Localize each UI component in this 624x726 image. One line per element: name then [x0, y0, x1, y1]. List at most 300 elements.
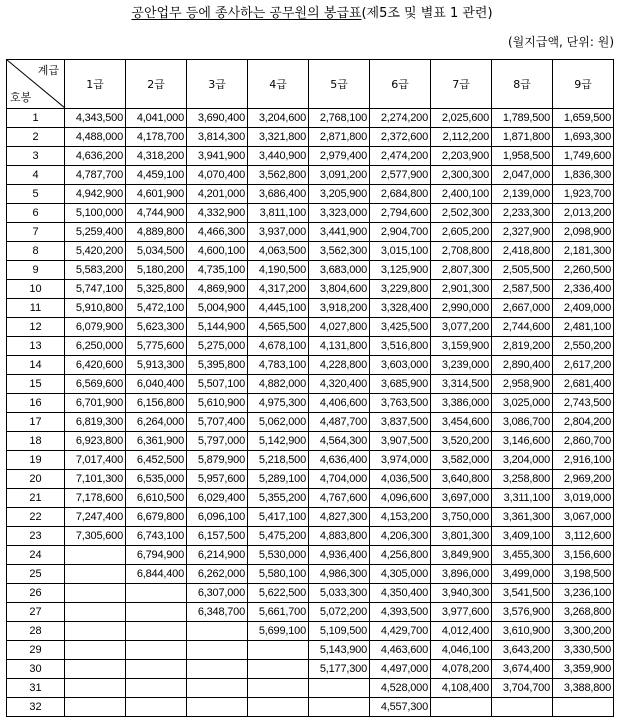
pay-cell: 1,871,800 — [492, 128, 553, 147]
table-row — [7, 166, 614, 185]
pay-cell: 3,229,800 — [370, 280, 431, 299]
table-row — [7, 128, 614, 147]
pay-cell: 4,228,800 — [309, 356, 370, 375]
pay-cell: 6,361,900 — [126, 432, 187, 451]
pay-cell: 4,027,800 — [309, 318, 370, 337]
pay-cell: 3,425,500 — [370, 318, 431, 337]
pay-cell — [553, 698, 614, 717]
pay-cell: 2,904,700 — [370, 223, 431, 242]
pay-cell: 5,033,300 — [309, 584, 370, 603]
pay-cell: 1,789,500 — [492, 109, 553, 128]
pay-cell — [126, 679, 187, 698]
table-row — [7, 527, 614, 546]
pay-cell: 4,036,500 — [370, 470, 431, 489]
pay-cell: 5,144,900 — [187, 318, 248, 337]
title-suffix: (제5조 및 별표 1 관련) — [361, 6, 493, 21]
pay-cell: 6,307,000 — [187, 584, 248, 603]
pay-cell: 4,406,600 — [309, 394, 370, 413]
grade-header-5: 5급 — [309, 60, 370, 109]
title-text: 공안업무 등에 종사하는 공무원의 봉급표 — [131, 6, 362, 21]
pay-cell: 4,256,800 — [370, 546, 431, 565]
step-cell: 11 — [7, 299, 65, 318]
pay-cell: 7,101,300 — [65, 470, 126, 489]
pay-cell: 1,958,500 — [492, 147, 553, 166]
pay-cell: 5,259,400 — [65, 223, 126, 242]
pay-cell: 3,918,200 — [309, 299, 370, 318]
pay-cell: 2,203,900 — [431, 147, 492, 166]
pay-cell: 3,576,900 — [492, 603, 553, 622]
table-row — [7, 546, 614, 565]
step-cell: 23 — [7, 527, 65, 546]
pay-cell: 3,907,500 — [370, 432, 431, 451]
pay-cell: 2,807,300 — [431, 261, 492, 280]
step-cell: 14 — [7, 356, 65, 375]
pay-cell: 3,610,900 — [492, 622, 553, 641]
pay-cell: 5,325,800 — [126, 280, 187, 299]
step-cell: 19 — [7, 451, 65, 470]
pay-cell — [492, 698, 553, 717]
pay-cell: 2,871,800 — [309, 128, 370, 147]
pay-cell: 4,459,100 — [126, 166, 187, 185]
pay-cell: 2,474,200 — [370, 147, 431, 166]
pay-cell: 3,837,500 — [370, 413, 431, 432]
pay-cell: 3,258,800 — [492, 470, 553, 489]
pay-cell: 4,986,300 — [309, 565, 370, 584]
table-row — [7, 584, 614, 603]
pay-cell: 5,034,500 — [126, 242, 187, 261]
pay-cell: 4,528,000 — [370, 679, 431, 698]
table-row — [7, 109, 614, 128]
pay-cell: 2,819,200 — [492, 337, 553, 356]
document-title — [0, 5, 624, 23]
pay-cell: 3,697,000 — [431, 489, 492, 508]
pay-cell: 5,062,000 — [248, 413, 309, 432]
table-row — [7, 280, 614, 299]
pay-cell: 4,601,900 — [126, 185, 187, 204]
step-cell: 2 — [7, 128, 65, 147]
pay-cell: 4,783,100 — [248, 356, 309, 375]
pay-cell: 4,429,700 — [370, 622, 431, 641]
pay-cell: 3,811,100 — [248, 204, 309, 223]
pay-cell: 3,361,300 — [492, 508, 553, 527]
pay-cell: 2,409,000 — [553, 299, 614, 318]
pay-cell: 4,942,900 — [65, 185, 126, 204]
pay-cell: 3,019,000 — [553, 489, 614, 508]
pay-cell: 3,801,300 — [431, 527, 492, 546]
pay-cell: 6,157,500 — [187, 527, 248, 546]
pay-cell: 5,775,600 — [126, 337, 187, 356]
pay-cell: 5,797,000 — [187, 432, 248, 451]
pay-cell: 3,603,000 — [370, 356, 431, 375]
pay-cell: 6,923,800 — [65, 432, 126, 451]
table-row — [7, 375, 614, 394]
pay-cell: 4,487,700 — [309, 413, 370, 432]
step-cell: 24 — [7, 546, 65, 565]
pay-cell: 3,562,300 — [309, 242, 370, 261]
pay-cell: 3,896,000 — [431, 565, 492, 584]
step-cell: 22 — [7, 508, 65, 527]
pay-cell: 2,587,500 — [492, 280, 553, 299]
pay-cell: 4,565,500 — [248, 318, 309, 337]
pay-cell: 5,417,100 — [248, 508, 309, 527]
pay-cell: 6,029,400 — [187, 489, 248, 508]
step-cell: 13 — [7, 337, 65, 356]
step-cell: 10 — [7, 280, 65, 299]
pay-cell: 6,819,300 — [65, 413, 126, 432]
pay-cell — [126, 584, 187, 603]
pay-cell: 4,012,400 — [431, 622, 492, 641]
pay-cell: 7,178,600 — [65, 489, 126, 508]
corner-step-label: 호봉 — [10, 91, 32, 104]
pay-cell: 7,017,400 — [65, 451, 126, 470]
grade-header-6: 6급 — [370, 60, 431, 109]
step-cell: 9 — [7, 261, 65, 280]
pay-cell — [309, 698, 370, 717]
pay-cell: 3,198,500 — [553, 565, 614, 584]
pay-cell: 3,112,600 — [553, 527, 614, 546]
pay-cell: 3,330,500 — [553, 641, 614, 660]
pay-cell: 6,535,000 — [126, 470, 187, 489]
pay-cell — [126, 603, 187, 622]
table-row — [7, 508, 614, 527]
table-row — [7, 622, 614, 641]
pay-cell: 4,063,500 — [248, 242, 309, 261]
step-cell: 16 — [7, 394, 65, 413]
pay-cell: 2,794,600 — [370, 204, 431, 223]
step-cell: 3 — [7, 147, 65, 166]
pay-cell: 2,047,000 — [492, 166, 553, 185]
table-row — [7, 641, 614, 660]
pay-cell: 3,977,600 — [431, 603, 492, 622]
step-cell: 27 — [7, 603, 65, 622]
pay-cell — [126, 641, 187, 660]
pay-cell — [65, 660, 126, 679]
pay-cell: 4,096,600 — [370, 489, 431, 508]
pay-cell — [248, 698, 309, 717]
step-cell: 6 — [7, 204, 65, 223]
pay-cell — [65, 565, 126, 584]
pay-cell: 3,937,000 — [248, 223, 309, 242]
pay-cell: 7,247,400 — [65, 508, 126, 527]
table-row — [7, 679, 614, 698]
pay-cell: 2,505,500 — [492, 261, 553, 280]
pay-cell: 5,420,200 — [65, 242, 126, 261]
pay-cell: 1,693,300 — [553, 128, 614, 147]
pay-cell: 3,683,000 — [309, 261, 370, 280]
pay-cell: 3,328,400 — [370, 299, 431, 318]
grade-header-3: 3급 — [187, 60, 248, 109]
pay-cell: 2,684,800 — [370, 185, 431, 204]
pay-cell: 3,520,200 — [431, 432, 492, 451]
pay-cell: 4,318,200 — [126, 147, 187, 166]
pay-cell: 4,636,400 — [309, 451, 370, 470]
pay-cell: 6,264,000 — [126, 413, 187, 432]
pay-cell: 3,359,900 — [553, 660, 614, 679]
pay-cell: 6,610,500 — [126, 489, 187, 508]
table-row — [7, 242, 614, 261]
table-row — [7, 432, 614, 451]
pay-cell: 3,321,800 — [248, 128, 309, 147]
pay-cell — [126, 698, 187, 717]
pay-cell: 5,475,200 — [248, 527, 309, 546]
grade-header-4: 4급 — [248, 60, 309, 109]
pay-cell: 3,386,000 — [431, 394, 492, 413]
pay-cell: 2,300,300 — [431, 166, 492, 185]
pay-cell: 3,804,600 — [309, 280, 370, 299]
pay-cell: 2,744,600 — [492, 318, 553, 337]
step-cell: 30 — [7, 660, 65, 679]
pay-cell: 6,156,800 — [126, 394, 187, 413]
pay-cell: 6,040,400 — [126, 375, 187, 394]
pay-cell: 5,610,900 — [187, 394, 248, 413]
pay-cell: 4,206,300 — [370, 527, 431, 546]
pay-cell: 2,013,200 — [553, 204, 614, 223]
pay-cell: 3,015,100 — [370, 242, 431, 261]
pay-cell: 2,860,700 — [553, 432, 614, 451]
pay-cell: 2,418,800 — [492, 242, 553, 261]
pay-cell: 5,072,200 — [309, 603, 370, 622]
pay-cell: 3,146,600 — [492, 432, 553, 451]
pay-cell: 4,153,200 — [370, 508, 431, 527]
pay-cell: 6,262,000 — [187, 565, 248, 584]
pay-cell: 3,582,000 — [431, 451, 492, 470]
pay-cell — [65, 622, 126, 641]
pay-cell: 3,454,600 — [431, 413, 492, 432]
pay-cell: 4,317,200 — [248, 280, 309, 299]
pay-cell: 2,260,500 — [553, 261, 614, 280]
corner-grade-label: 계급 — [37, 64, 59, 77]
pay-cell: 3,204,000 — [492, 451, 553, 470]
pay-cell: 6,844,400 — [126, 565, 187, 584]
pay-cell — [187, 641, 248, 660]
pay-cell: 3,311,100 — [492, 489, 553, 508]
pay-cell: 4,046,100 — [431, 641, 492, 660]
pay-cell: 1,836,300 — [553, 166, 614, 185]
pay-cell — [126, 660, 187, 679]
pay-cell: 3,541,500 — [492, 584, 553, 603]
step-cell: 7 — [7, 223, 65, 242]
table-row — [7, 185, 614, 204]
pay-cell: 3,562,800 — [248, 166, 309, 185]
pay-cell: 5,109,500 — [309, 622, 370, 641]
step-cell: 21 — [7, 489, 65, 508]
pay-cell — [309, 679, 370, 698]
pay-cell: 5,583,200 — [65, 261, 126, 280]
step-cell: 1 — [7, 109, 65, 128]
pay-cell: 4,975,300 — [248, 394, 309, 413]
pay-cell: 3,156,600 — [553, 546, 614, 565]
table-row — [7, 603, 614, 622]
pay-cell: 5,507,100 — [187, 375, 248, 394]
pay-cell: 5,879,900 — [187, 451, 248, 470]
pay-cell: 5,180,200 — [126, 261, 187, 280]
pay-cell: 3,236,100 — [553, 584, 614, 603]
pay-cell: 5,395,800 — [187, 356, 248, 375]
pay-cell: 3,455,300 — [492, 546, 553, 565]
pay-cell: 4,557,300 — [370, 698, 431, 717]
pay-cell: 3,077,200 — [431, 318, 492, 337]
pay-cell: 2,890,400 — [492, 356, 553, 375]
pay-cell: 2,768,100 — [309, 109, 370, 128]
pay-cell — [65, 641, 126, 660]
pay-cell: 2,327,900 — [492, 223, 553, 242]
table-row — [7, 261, 614, 280]
pay-cell: 2,804,200 — [553, 413, 614, 432]
pay-cell: 2,969,200 — [553, 470, 614, 489]
pay-cell: 3,516,800 — [370, 337, 431, 356]
pay-cell: 4,332,900 — [187, 204, 248, 223]
pay-cell: 4,131,800 — [309, 337, 370, 356]
pay-cell: 2,901,300 — [431, 280, 492, 299]
step-cell: 18 — [7, 432, 65, 451]
pay-cell: 2,743,500 — [553, 394, 614, 413]
pay-cell: 6,214,900 — [187, 546, 248, 565]
step-cell: 31 — [7, 679, 65, 698]
pay-cell — [65, 679, 126, 698]
pay-cell: 3,025,000 — [492, 394, 553, 413]
pay-cell: 4,564,300 — [309, 432, 370, 451]
pay-cell: 2,577,900 — [370, 166, 431, 185]
step-cell: 32 — [7, 698, 65, 717]
pay-cell: 4,869,900 — [187, 280, 248, 299]
pay-cell: 6,079,900 — [65, 318, 126, 337]
pay-cell: 3,440,900 — [248, 147, 309, 166]
pay-cell: 6,794,900 — [126, 546, 187, 565]
step-cell: 15 — [7, 375, 65, 394]
pay-cell: 5,580,100 — [248, 565, 309, 584]
pay-cell: 5,142,900 — [248, 432, 309, 451]
pay-cell: 6,679,800 — [126, 508, 187, 527]
pay-cell: 3,686,400 — [248, 185, 309, 204]
grade-header-2: 2급 — [126, 60, 187, 109]
pay-cell: 2,139,000 — [492, 185, 553, 204]
pay-cell: 2,481,100 — [553, 318, 614, 337]
pay-cell: 2,025,600 — [431, 109, 492, 128]
pay-cell: 3,814,300 — [187, 128, 248, 147]
pay-cell: 2,667,000 — [492, 299, 553, 318]
pay-cell: 2,990,000 — [431, 299, 492, 318]
pay-cell: 3,067,000 — [553, 508, 614, 527]
pay-cell: 3,974,000 — [370, 451, 431, 470]
pay-cell: 3,388,800 — [553, 679, 614, 698]
pay-cell: 2,502,300 — [431, 204, 492, 223]
pay-cell: 1,749,600 — [553, 147, 614, 166]
pay-cell: 2,112,200 — [431, 128, 492, 147]
pay-cell: 4,343,500 — [65, 109, 126, 128]
pay-cell: 3,125,900 — [370, 261, 431, 280]
pay-cell: 6,420,600 — [65, 356, 126, 375]
header-row — [7, 60, 614, 109]
pay-cell: 4,827,300 — [309, 508, 370, 527]
pay-cell — [187, 698, 248, 717]
grade-header-7: 7급 — [431, 60, 492, 109]
pay-cell: 4,190,500 — [248, 261, 309, 280]
pay-cell: 6,096,100 — [187, 508, 248, 527]
pay-cell: 4,882,000 — [248, 375, 309, 394]
table-row — [7, 451, 614, 470]
pay-cell: 4,463,600 — [370, 641, 431, 660]
pay-cell: 5,530,000 — [248, 546, 309, 565]
pay-cell: 4,883,800 — [309, 527, 370, 546]
pay-cell: 4,320,400 — [309, 375, 370, 394]
unit-note: (월지급액, 단위: 원) — [508, 35, 614, 49]
pay-cell: 4,108,400 — [431, 679, 492, 698]
pay-cell — [65, 584, 126, 603]
pay-cell: 4,178,700 — [126, 128, 187, 147]
pay-cell: 5,910,800 — [65, 299, 126, 318]
pay-cell: 3,499,000 — [492, 565, 553, 584]
pay-cell: 2,605,200 — [431, 223, 492, 242]
step-cell: 20 — [7, 470, 65, 489]
pay-cell: 3,940,300 — [431, 584, 492, 603]
pay-cell: 4,678,100 — [248, 337, 309, 356]
pay-cell: 3,941,900 — [187, 147, 248, 166]
step-cell: 8 — [7, 242, 65, 261]
pay-cell: 5,289,100 — [248, 470, 309, 489]
table-row — [7, 470, 614, 489]
pay-cell: 2,958,900 — [492, 375, 553, 394]
pay-cell: 4,350,400 — [370, 584, 431, 603]
pay-cell: 1,923,700 — [553, 185, 614, 204]
step-cell: 17 — [7, 413, 65, 432]
pay-cell: 3,409,100 — [492, 527, 553, 546]
pay-cell: 4,201,000 — [187, 185, 248, 204]
pay-cell: 6,452,500 — [126, 451, 187, 470]
pay-cell: 3,704,700 — [492, 679, 553, 698]
table-row — [7, 489, 614, 508]
pay-cell: 4,305,000 — [370, 565, 431, 584]
pay-cell: 3,204,600 — [248, 109, 309, 128]
pay-cell — [126, 622, 187, 641]
step-cell: 28 — [7, 622, 65, 641]
pay-cell: 5,957,600 — [187, 470, 248, 489]
pay-cell: 4,078,200 — [431, 660, 492, 679]
table-row — [7, 565, 614, 584]
pay-cell: 3,205,900 — [309, 185, 370, 204]
pay-cell: 4,936,400 — [309, 546, 370, 565]
pay-cell — [187, 622, 248, 641]
pay-cell: 2,681,400 — [553, 375, 614, 394]
table-row — [7, 356, 614, 375]
pay-cell: 2,708,800 — [431, 242, 492, 261]
pay-cell: 2,233,300 — [492, 204, 553, 223]
pay-cell: 4,735,100 — [187, 261, 248, 280]
pay-cell: 5,747,100 — [65, 280, 126, 299]
pay-cell — [248, 641, 309, 660]
table-row — [7, 698, 614, 717]
table-row — [7, 147, 614, 166]
pay-cell — [187, 660, 248, 679]
table-row — [7, 413, 614, 432]
pay-cell — [65, 698, 126, 717]
table-row — [7, 660, 614, 679]
pay-cell: 4,445,100 — [248, 299, 309, 318]
pay-cell: 5,707,400 — [187, 413, 248, 432]
pay-cell: 5,913,300 — [126, 356, 187, 375]
pay-cell: 5,275,000 — [187, 337, 248, 356]
table-row — [7, 223, 614, 242]
pay-cell: 1,659,500 — [553, 109, 614, 128]
pay-cell — [248, 660, 309, 679]
pay-cell: 6,569,600 — [65, 375, 126, 394]
pay-cell: 3,674,400 — [492, 660, 553, 679]
pay-table-body — [7, 109, 614, 717]
pay-cell — [248, 679, 309, 698]
pay-cell: 4,744,900 — [126, 204, 187, 223]
step-cell: 12 — [7, 318, 65, 337]
pay-cell: 5,699,100 — [248, 622, 309, 641]
pay-cell: 3,268,800 — [553, 603, 614, 622]
